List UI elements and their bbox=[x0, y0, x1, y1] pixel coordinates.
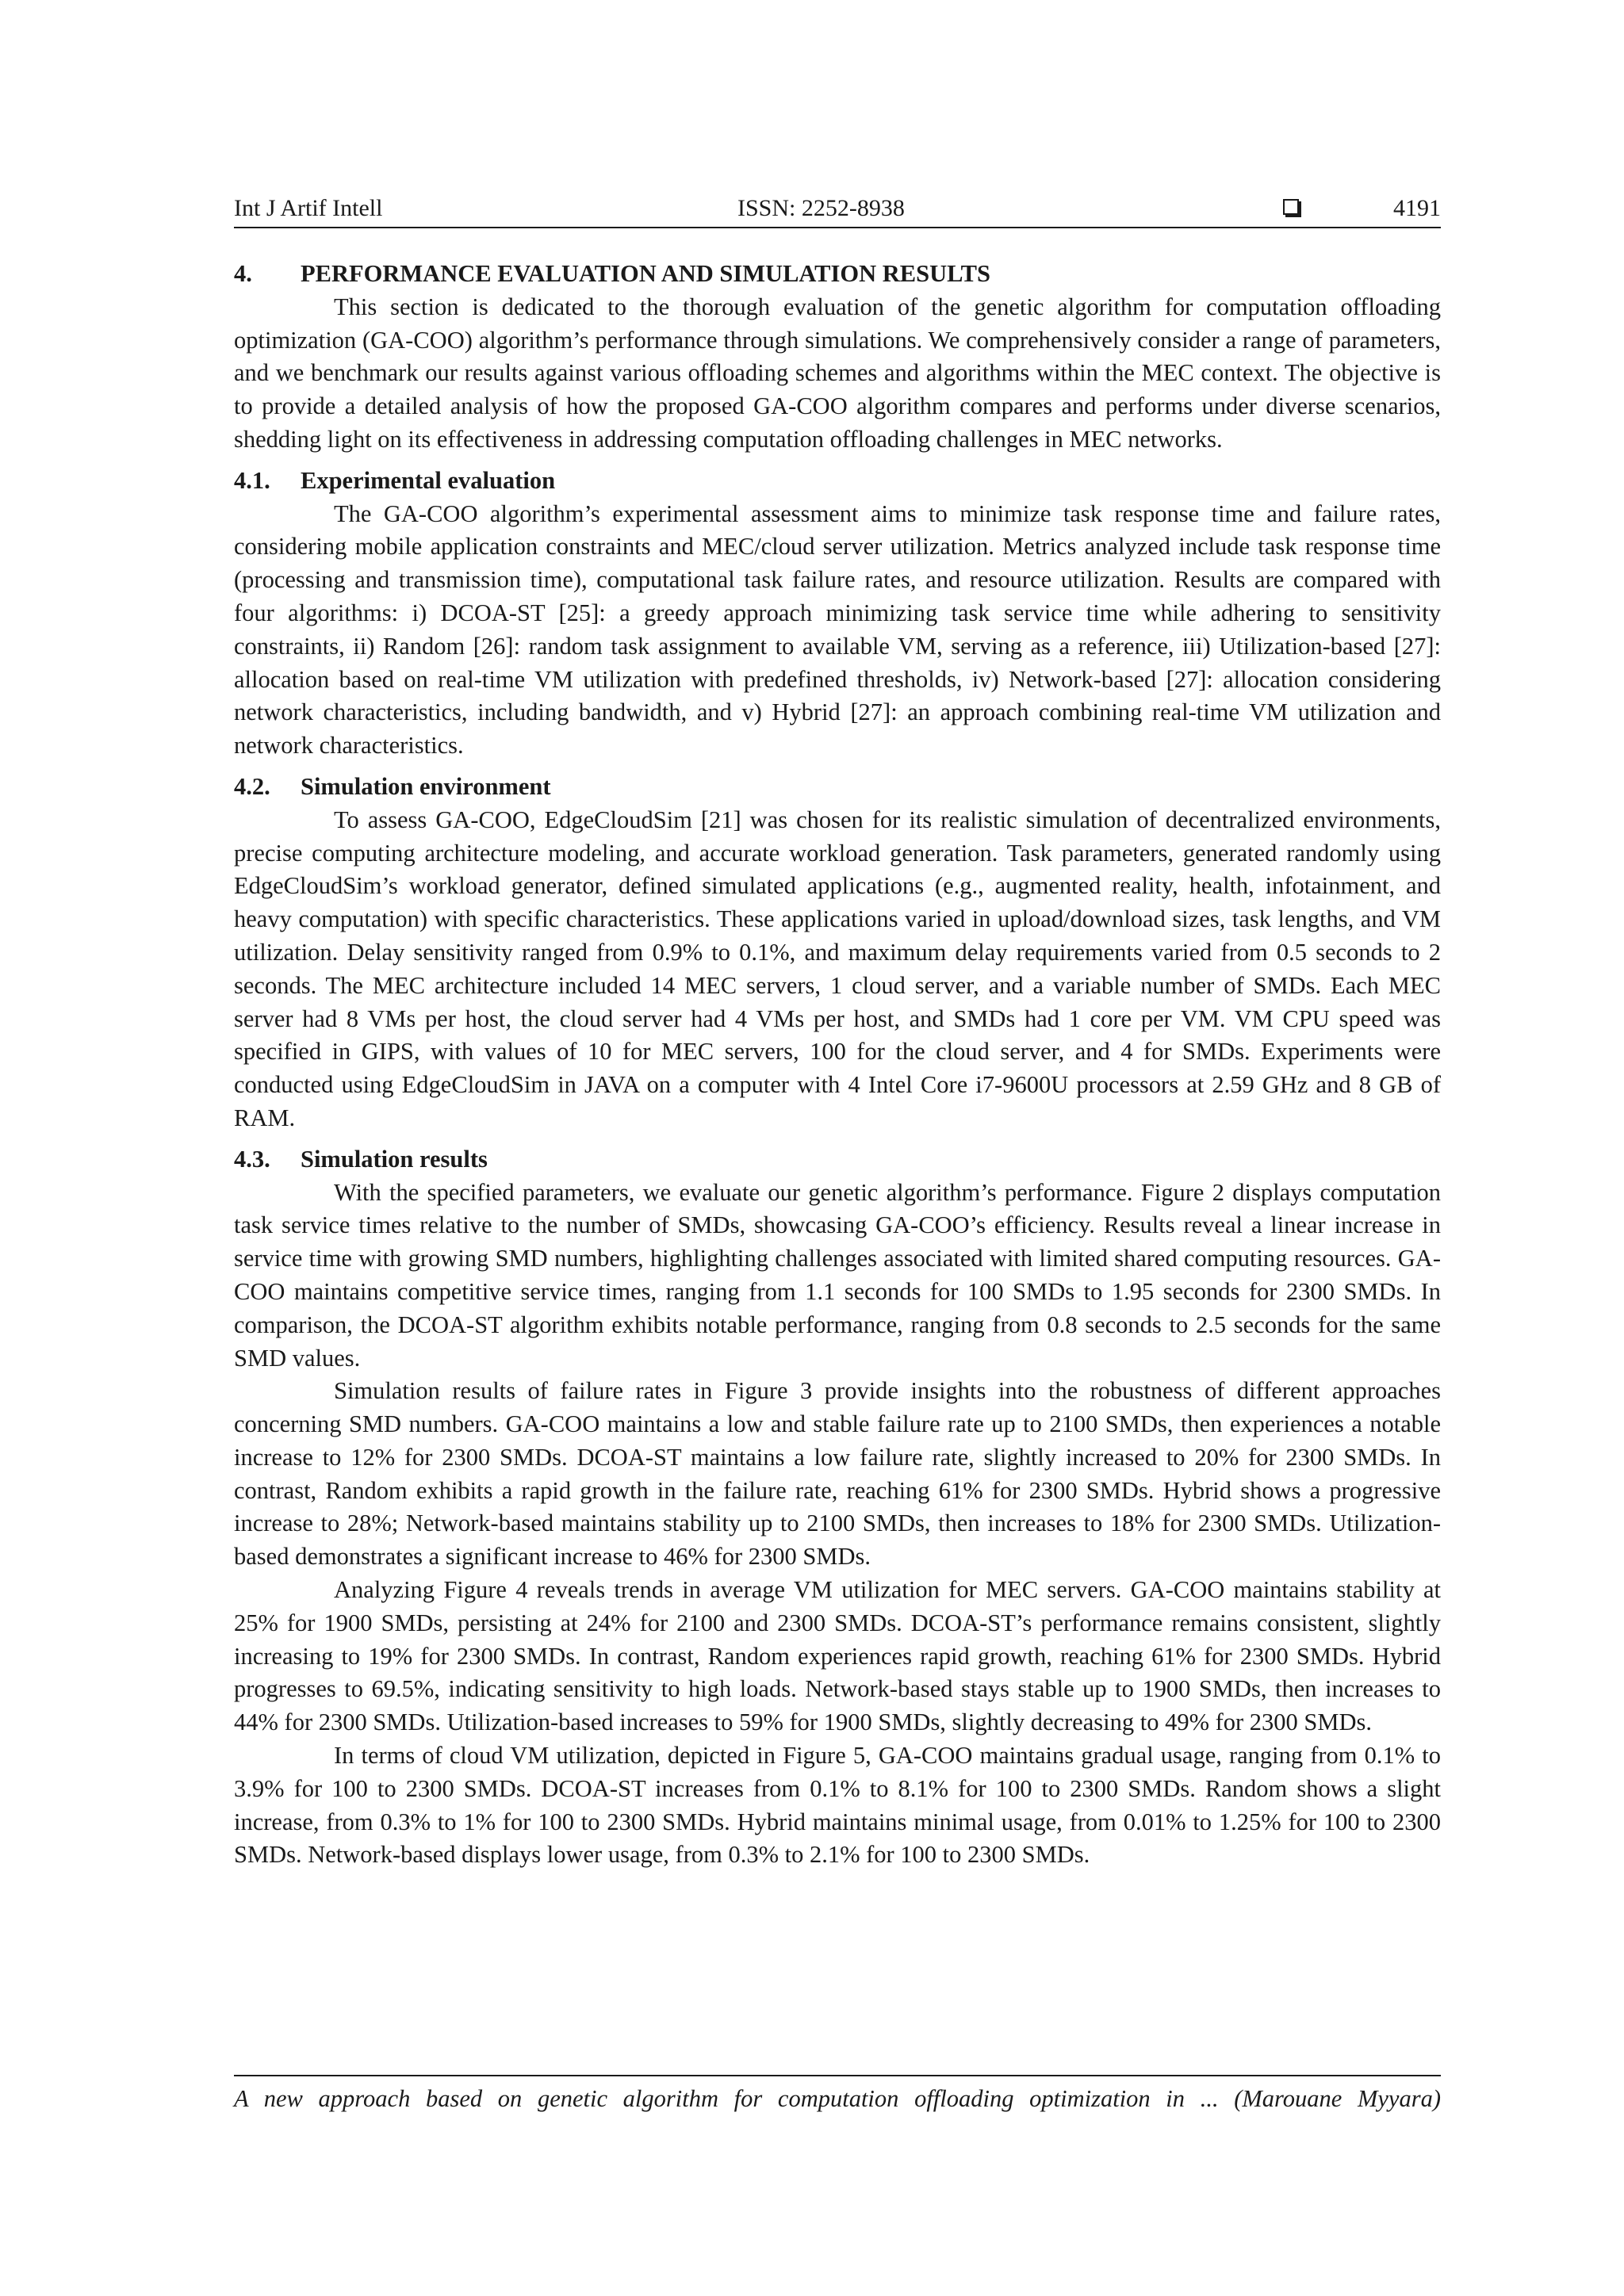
paragraph: With the specified parameters, we evaluate our genetic algorithm’s performance. Figure 2 displays computation task service times relative to the number of SMDs, showcasing GA-COO’s efficiency. Results reveal a linear increase in service time with growing SMD numbers, highlighting challenges associated with limited shared computing resources. GA-COO maintains competitive service times, ranging from 1.1 seconds for 100 SMDs to 1.95 seconds for 2300 SMDs. In comparison, the DCOA-ST algorithm exhibits notable performance, ranging from 0.8 seconds to 2.5 seconds for the same SMD values. bbox=[234, 1178, 1441, 1372]
subsection-number: 4.2. bbox=[234, 772, 270, 800]
subsection-title: Simulation results bbox=[301, 1145, 488, 1173]
header-rule bbox=[234, 227, 1441, 228]
paragraph: Simulation results of failure rates in Figure 3 provide insights into the robustness of different approaches concerning SMD numbers. GA-COO maintains a low and stable failure rate up to 2100 SMDs, then experiences a notable increase to 12% for 2300 SMDs. DCOA-ST maintains a low failure rate, slightly increased to 20% for 2300 SMDs. In contrast, Random exhibits a rapid growth in the failure rate, reaching 61% for 2300 SMDs. Hybrid shows a progressive increase to 28%; Network-based maintains stability up to 2100 SMDs, then increases to 18% for 2300 SMDs. Utilization-based demonstrates a significant increase to 46% for 2300 SMDs. bbox=[234, 1377, 1441, 1571]
section-title: PERFORMANCE EVALUATION AND SIMULATION RESULTS bbox=[301, 260, 990, 287]
running-header bbox=[234, 192, 1441, 225]
section-paragraph: This section is dedicated to the thorough evaluation of the genetic algorithm for computation offloading optimization (GA-COO) algorithm’s performance through simulations. We comprehensively consider a range of parameters, and we benchmark our results against various offloading schemes and algorithms within the MEC context. The objective is to provide a detailed analysis of how the proposed GA-COO algorithm compares and performs under diverse scenarios, shedding light on its effectiveness in addressing computation offloading challenges in MEC networks. bbox=[234, 293, 1441, 453]
paragraph: The GA-COO algorithm’s experimental assessment aims to minimize task response time and failure rates, considering mobile application constraints and MEC/cloud server utilization. Metrics analyzed include task response time (processing and transmission time), computational task failure rates, and resource utilization. Results are compared with four algorithms: i) DCOA-ST [25]: a greedy approach minimizing task service time while adhering to sensitivity constraints, ii) Random [26]: random task assignment to available VM, serving as a reference, iii) Utilization-based [27]: allocation based on real-time VM utilization with predefined thresholds, iv) Network-based [27]: allocation considering network characteristics, including bandwidth, and v) Hybrid [27]: an approach combining real-time VM utilization and network characteristics. bbox=[234, 499, 1441, 760]
journal-name: Int J Artif Intell bbox=[234, 195, 383, 221]
subsection-title: Simulation environment bbox=[301, 772, 551, 800]
subsection-heading-4-2 bbox=[234, 771, 1441, 804]
paragraph: To assess GA-COO, EdgeCloudSim [21] was chosen for its realistic simulation of decentralized environments, precise computing architecture modeling, and accurate workload generation. Task parameters, generated randomly using EdgeCloudSim’s workload generator, defined simulated applications (e.g., augmented reality, health, infotainment, and heavy computation) with specific characteristics. These applications varied in upload/download sizes, task lengths, and VM utilization. Delay sensitivity ranged from 0.9% to 0.1%, and maximum delay requirements varied from 0.5 seconds to 2 seconds. The MEC architecture included 14 MEC servers, 1 cloud server, and a variable number of SMDs. Each MEC server had 8 VMs per host, the cloud server had 4 VMs per host, and SMDs had 1 core per VM. VM CPU speed was specified in GIPS, with values of 10 for MEC servers, 100 for the cloud server, and 4 for SMDs. Experiments were conducted using EdgeCloudSim in JAVA on a computer with 4 Intel Core i7-9600U processors at 2.59 GHz and 8 GB of RAM. bbox=[234, 806, 1441, 1131]
subsection-heading-4-3 bbox=[234, 1143, 1441, 1177]
issn: ISSN: 2252-8938 bbox=[737, 195, 905, 221]
running-footer: A new approach based on genetic algorithm for computation offloading optimization in ... (Marouane Myyara) bbox=[234, 2085, 1441, 2112]
paragraph: In terms of cloud VM utilization, depicted in Figure 5, GA-COO maintains gradual usage, ranging from 0.1% to 3.9% for 100 to 2300 SMDs. DCOA-ST increases from 0.1% to 8.1% for 100 to 2300 SMDs. Random shows a slight increase, from 0.3% to 1% for 100 to 2300 SMDs. Hybrid maintains minimal usage, from 0.01% to 1.25% for 100 to 2300 SMDs. Network-based displays lower usage, from 0.3% to 2.1% for 100 to 2300 SMDs. bbox=[234, 1742, 1441, 1869]
section-number: 4. bbox=[234, 260, 252, 287]
page-number: 4191 bbox=[1393, 195, 1441, 221]
subsection-title: Experimental evaluation bbox=[301, 466, 556, 494]
paragraph: Analyzing Figure 4 reveals trends in average VM utilization for MEC servers. GA-COO maintains stability at 25% for 1900 SMDs, persisting at 24% for 2100 and 2300 SMDs. DCOA-ST’s performance remains consistent, slightly increasing to 19% for 2300 SMDs. In contrast, Random experiences rapid growth, reaching 61% for 2300 SMDs. Hybrid progresses to 69.5%, indicating sensitivity to high loads. Network-based stays stable up to 1900 SMDs, then increases to 44% for 2300 SMDs. Utilization-based increases to 59% for 1900 SMDs, slightly decreasing to 49% for 2300 SMDs. bbox=[234, 1576, 1441, 1736]
footer-rule bbox=[234, 2075, 1441, 2076]
main-content bbox=[234, 258, 1441, 1872]
subsection-number: 4.1. bbox=[234, 466, 270, 494]
section-heading bbox=[234, 258, 1441, 291]
subsection-heading-4-1 bbox=[234, 465, 1441, 498]
box-icon bbox=[1283, 199, 1299, 215]
subsection-number: 4.3. bbox=[234, 1145, 270, 1173]
